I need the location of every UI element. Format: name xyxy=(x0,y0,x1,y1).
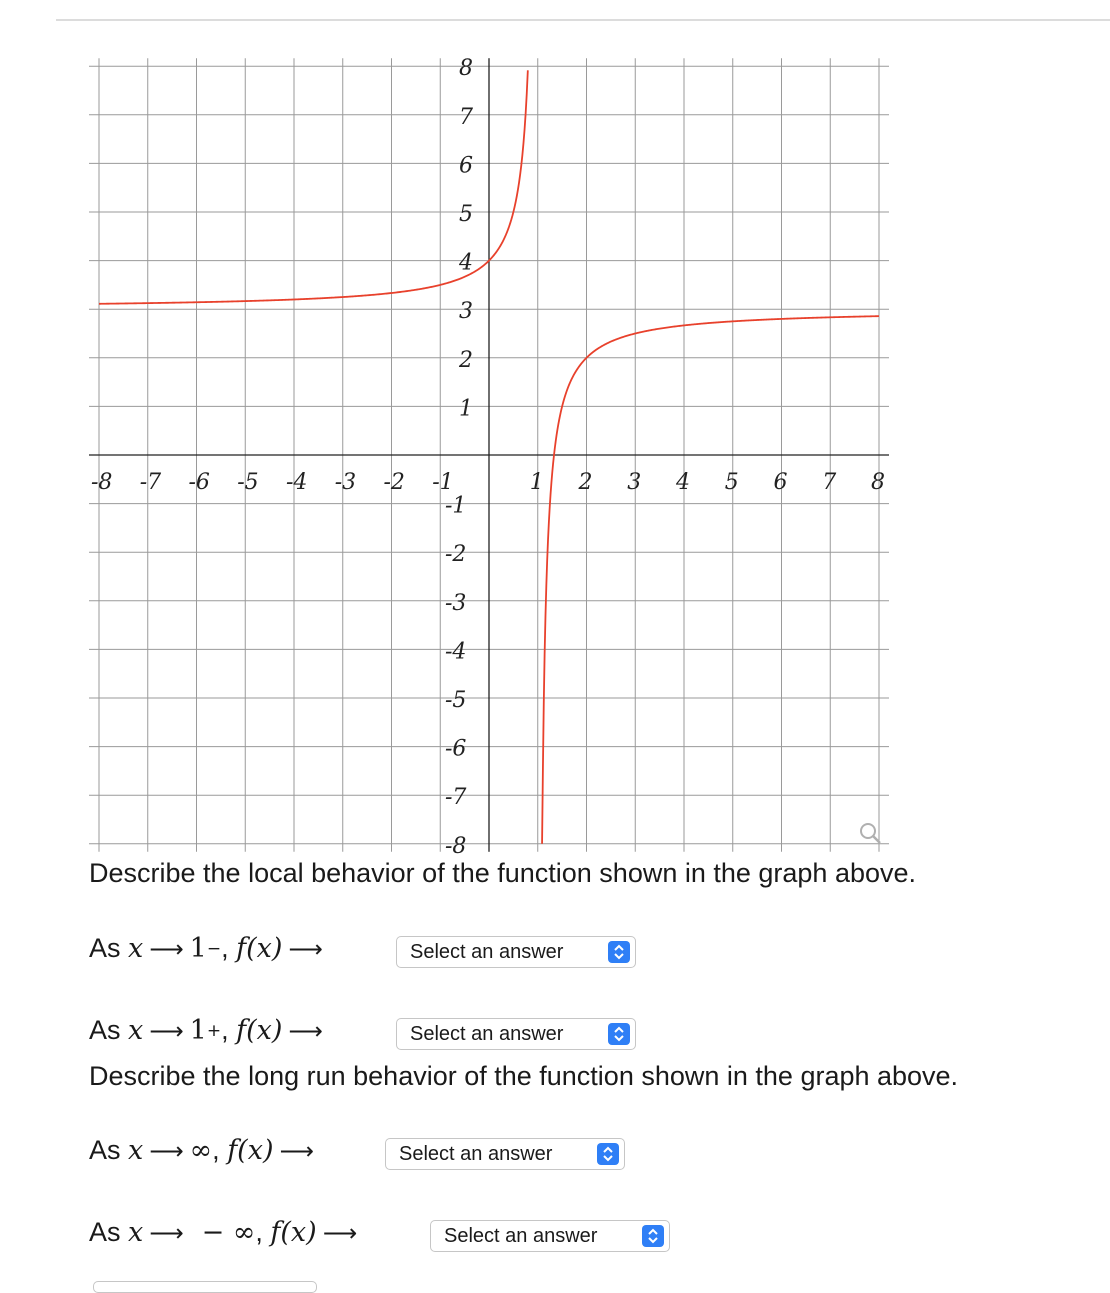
y-tick-label: -4 xyxy=(445,639,467,665)
x-tick-label: 3 xyxy=(627,470,642,495)
limit-target: − ∞ xyxy=(201,1217,256,1248)
y-tick-label: -3 xyxy=(445,590,467,616)
as-label: As xyxy=(89,1217,121,1247)
x-tick-label: 8 xyxy=(871,470,885,495)
y-tick-label: 7 xyxy=(459,104,473,130)
right-arrow-icon: ⟶ xyxy=(288,1016,323,1045)
select-label: Select an answer xyxy=(444,1224,598,1247)
function-expr: f(x) xyxy=(270,1217,317,1248)
as-label: As xyxy=(89,1015,121,1045)
y-tick-label: 5 xyxy=(459,202,473,227)
curve-right-branch xyxy=(542,316,879,844)
up-down-chevron-icon xyxy=(597,1143,619,1165)
x-tick-label: -2 xyxy=(383,470,405,495)
function-expr: f(x) xyxy=(227,1135,274,1166)
graph-tick-labels xyxy=(91,56,885,859)
right-arrow-icon: ⟶ xyxy=(149,1016,184,1045)
x-tick-label: -3 xyxy=(334,470,357,495)
right-arrow-icon: ⟶ xyxy=(322,1218,358,1247)
x-tick-label: 2 xyxy=(578,470,593,495)
limit-target: ∞ xyxy=(189,1135,213,1166)
x-tick-label: -4 xyxy=(286,470,308,495)
select-label: Select an answer xyxy=(410,1022,564,1045)
long-run-behavior-prompt: Describe the long run behavior of the function shown in the graph above. xyxy=(89,1061,959,1091)
function-expr: f(x) xyxy=(236,933,283,964)
local-behavior-prompt: Describe the local behavior of the function shown in the graph above. xyxy=(89,858,917,888)
x-tick-label: 5 xyxy=(724,470,739,495)
function-expr: f(x) xyxy=(236,1015,283,1046)
y-tick-label: -5 xyxy=(445,688,467,713)
magnifier-icon[interactable] xyxy=(852,820,888,848)
graph-axes xyxy=(89,58,889,852)
answer-select-2[interactable] xyxy=(396,1018,636,1050)
right-arrow-icon: ⟶ xyxy=(288,934,323,963)
var-x: x xyxy=(128,1217,144,1248)
y-tick-label: 4 xyxy=(459,250,473,276)
answer-select-1[interactable] xyxy=(396,936,636,968)
x-tick-label: -5 xyxy=(237,470,259,495)
x-tick-label: 6 xyxy=(773,470,788,495)
question-x-to-neg-infinity: As x ⟶ − ∞ , f(x) ⟶ xyxy=(89,1217,358,1248)
right-arrow-icon: ⟶ xyxy=(279,1136,314,1165)
question-x-to-1-plus: As x ⟶ 1 + , f(x) ⟶ xyxy=(89,1015,323,1046)
right-arrow-icon: ⟶ xyxy=(149,1218,184,1247)
y-tick-label: 1 xyxy=(459,396,473,422)
select-label: Select an answer xyxy=(399,1142,553,1165)
question-x-to-infinity: As x ⟶ ∞ , f(x) ⟶ xyxy=(89,1135,314,1166)
question-x-to-1-minus: As x ⟶ 1 − , f(x) ⟶ xyxy=(89,933,323,964)
limit-target: 1 xyxy=(189,1015,207,1046)
var-x: x xyxy=(128,1015,144,1046)
up-down-chevron-icon xyxy=(608,941,630,963)
answer-select-3[interactable] xyxy=(385,1138,625,1170)
x-tick-label: -1 xyxy=(432,470,454,495)
y-tick-label: -1 xyxy=(445,493,467,519)
x-tick-label: -7 xyxy=(139,470,162,495)
y-tick-label: -7 xyxy=(445,785,467,811)
y-tick-label: 8 xyxy=(459,56,473,82)
x-tick-label: -6 xyxy=(188,470,210,495)
up-down-chevron-icon xyxy=(608,1023,630,1045)
limit-side: + xyxy=(206,1020,222,1041)
select-label: Select an answer xyxy=(410,940,564,963)
y-tick-label: -8 xyxy=(445,833,467,859)
y-tick-label: 2 xyxy=(459,347,473,373)
x-tick-label: -8 xyxy=(91,470,113,495)
limit-target: 1 xyxy=(189,933,207,964)
y-tick-label: 6 xyxy=(459,153,473,179)
x-tick-label: 4 xyxy=(676,470,690,495)
as-label: As xyxy=(89,1135,121,1165)
answer-select-4[interactable] xyxy=(430,1220,670,1252)
as-label: As xyxy=(89,933,121,963)
limit-side: − xyxy=(206,938,222,959)
y-tick-label: -2 xyxy=(445,542,467,568)
var-x: x xyxy=(128,1135,144,1166)
right-arrow-icon: ⟶ xyxy=(149,1136,184,1165)
up-down-chevron-icon xyxy=(642,1225,664,1247)
y-tick-label: -6 xyxy=(445,736,467,762)
x-tick-label: 7 xyxy=(822,470,837,495)
x-tick-label: 1 xyxy=(529,470,544,495)
next-select-partial[interactable] xyxy=(93,1281,317,1293)
right-arrow-icon: ⟶ xyxy=(149,934,184,963)
var-x: x xyxy=(128,933,144,964)
y-tick-label: 3 xyxy=(459,299,473,325)
